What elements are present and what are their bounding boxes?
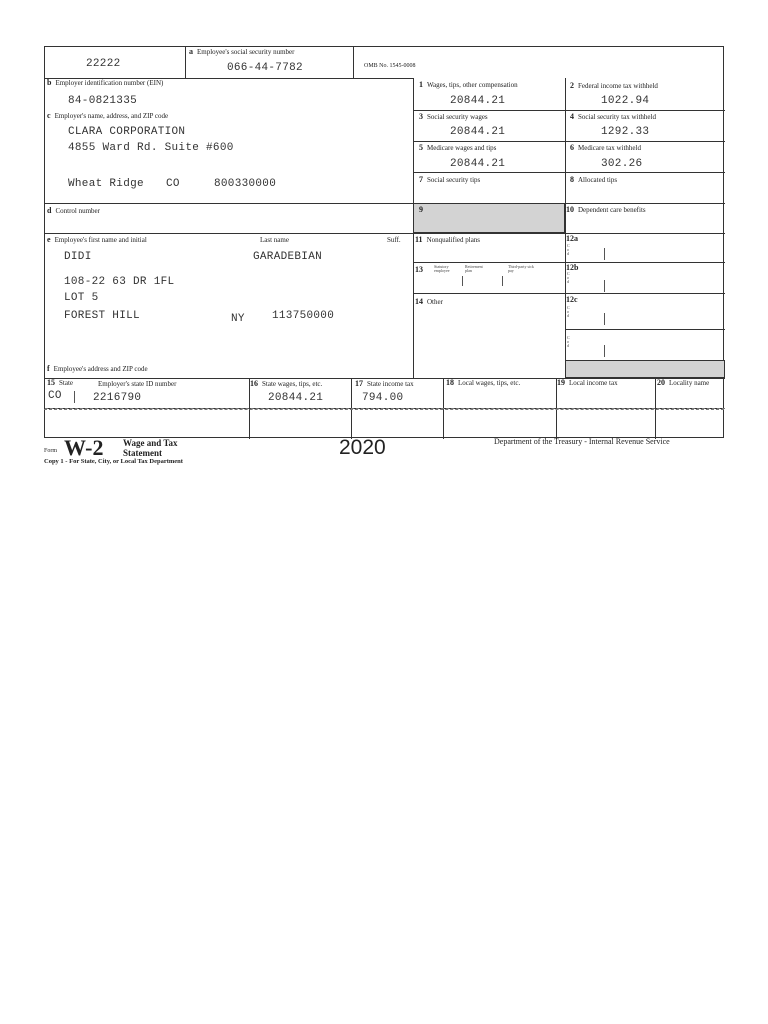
omb-number: OMB No. 1545-0008 — [364, 63, 416, 69]
shaded-bar — [565, 360, 725, 378]
box7-label: 7 Social security tips — [419, 175, 481, 184]
tax-year: 2020 — [339, 436, 386, 459]
box1-label: 1 Wages, tips, other compensation — [419, 80, 518, 89]
last-name-label: Last name — [260, 236, 289, 244]
box2-federal-tax[interactable]: 1022.94 — [601, 95, 650, 107]
box12c-label: 12c — [566, 295, 578, 304]
box12a-code-marker: C o d — [567, 243, 570, 256]
box-a-label: a Employee's social security number — [189, 47, 295, 56]
state-row-divider — [44, 409, 724, 410]
box13-statutory-checkbox[interactable] — [462, 276, 463, 286]
box2-label: 2 Federal income tax withheld — [570, 81, 658, 90]
box14-label: 14 Other — [415, 297, 443, 306]
box3-label: 3 Social security wages — [419, 112, 488, 121]
box-a-code[interactable]: 22222 — [86, 58, 121, 70]
box9-shaded — [413, 203, 565, 233]
department-label: Department of the Treasury - Internal Revenue Service — [494, 437, 670, 446]
form-name: W-2 — [64, 435, 104, 460]
box20-label: 20 Locality name — [657, 378, 710, 387]
box6-medicare-tax[interactable]: 302.26 — [601, 158, 643, 170]
box6-label: 6 Medicare tax withheld — [570, 143, 641, 152]
box12d-code-marker: C o d — [567, 335, 570, 348]
box10-label: 10 Dependent care benefits — [566, 205, 646, 214]
box-e-label: e Employee's first name and initial — [47, 235, 147, 244]
employer-city[interactable]: Wheat Ridge — [68, 178, 144, 190]
employer-street[interactable]: 4855 Ward Rd. Suite #600 — [68, 142, 234, 154]
box4-label: 4 Social security tax withheld — [570, 112, 656, 121]
box18-label: 18 Local wages, tips, etc. — [446, 378, 521, 387]
box17-state-tax[interactable]: 794.00 — [362, 392, 404, 404]
box5-medicare-wages[interactable]: 20844.21 — [450, 158, 506, 170]
box12b-label: 12b — [566, 263, 579, 272]
box19-label: 19 Local income tax — [557, 378, 618, 387]
box16-state-wages[interactable]: 20844.21 — [268, 392, 324, 404]
box-d-label: d Control number — [47, 206, 100, 215]
box15-state[interactable]: CO — [48, 390, 62, 402]
box15-state-label: 15 State — [47, 378, 73, 387]
employee-ssn[interactable]: 066-44-7782 — [227, 62, 303, 74]
box12b-code-marker: C o d — [567, 271, 570, 284]
employer-name[interactable]: CLARA CORPORATION — [68, 126, 186, 138]
employee-zip[interactable]: 113750000 — [272, 310, 335, 322]
box13-thirdparty-label: Third-party sick pay — [508, 264, 534, 273]
employee-address-2[interactable]: LOT 5 — [64, 292, 99, 304]
box16-label: 16 State wages, tips, etc. — [250, 379, 323, 388]
box12b-divider — [604, 280, 605, 292]
box12c-code-marker: C o d — [567, 305, 570, 318]
box12a-divider — [604, 248, 605, 260]
employee-city[interactable]: FOREST HILL — [64, 310, 140, 322]
box3-ss-wages[interactable]: 20844.21 — [450, 126, 506, 138]
employee-first-name[interactable]: DIDI — [64, 251, 92, 263]
box11-label: 11 Nonqualified plans — [415, 235, 481, 244]
box-f-label: f Employee's address and ZIP code — [47, 364, 148, 373]
box4-ss-tax[interactable]: 1292.33 — [601, 126, 650, 138]
employer-zip[interactable]: 800330000 — [214, 178, 277, 190]
box13-retirement-checkbox[interactable] — [502, 276, 503, 286]
form-title-2: Statement — [123, 448, 162, 458]
employer-state[interactable]: CO — [166, 178, 180, 190]
form-title-1: Wage and Tax — [123, 438, 178, 448]
copy-label: Copy 1 - For State, City, or Local Tax Department — [44, 458, 183, 465]
box13-label: 13 — [415, 265, 423, 274]
box15-id-label: Employer's state ID number — [98, 380, 177, 388]
employee-state[interactable]: NY — [231, 313, 245, 325]
box-b-label: b Employer identification number (EIN) — [47, 78, 164, 87]
box5-label: 5 Medicare wages and tips — [419, 143, 497, 152]
box13-retirement-label: Retirement plan — [465, 264, 483, 273]
employee-last-name[interactable]: GARADEBIAN — [253, 251, 323, 263]
box12d-divider — [604, 345, 605, 357]
form-word: Form — [44, 448, 58, 454]
box17-label: 17 State income tax — [355, 379, 414, 388]
box12a-label: 12a — [566, 234, 578, 243]
box9-label: 9 — [419, 205, 423, 214]
box15-state-id[interactable]: 2216790 — [93, 392, 142, 404]
box8-label: 8 Allocated tips — [570, 175, 618, 184]
box15-state-divider — [74, 391, 75, 403]
box12c-divider — [604, 313, 605, 325]
box1-wages[interactable]: 20844.21 — [450, 95, 506, 107]
employee-address-1[interactable]: 108-22 63 DR 1FL — [64, 276, 175, 288]
suffix-label: Suff. — [387, 236, 401, 244]
employer-ein[interactable]: 84-0821335 — [68, 95, 138, 107]
box13-statutory-label: Statutory employee — [434, 264, 450, 273]
box-c-label: c Employer's name, address, and ZIP code — [47, 111, 169, 120]
